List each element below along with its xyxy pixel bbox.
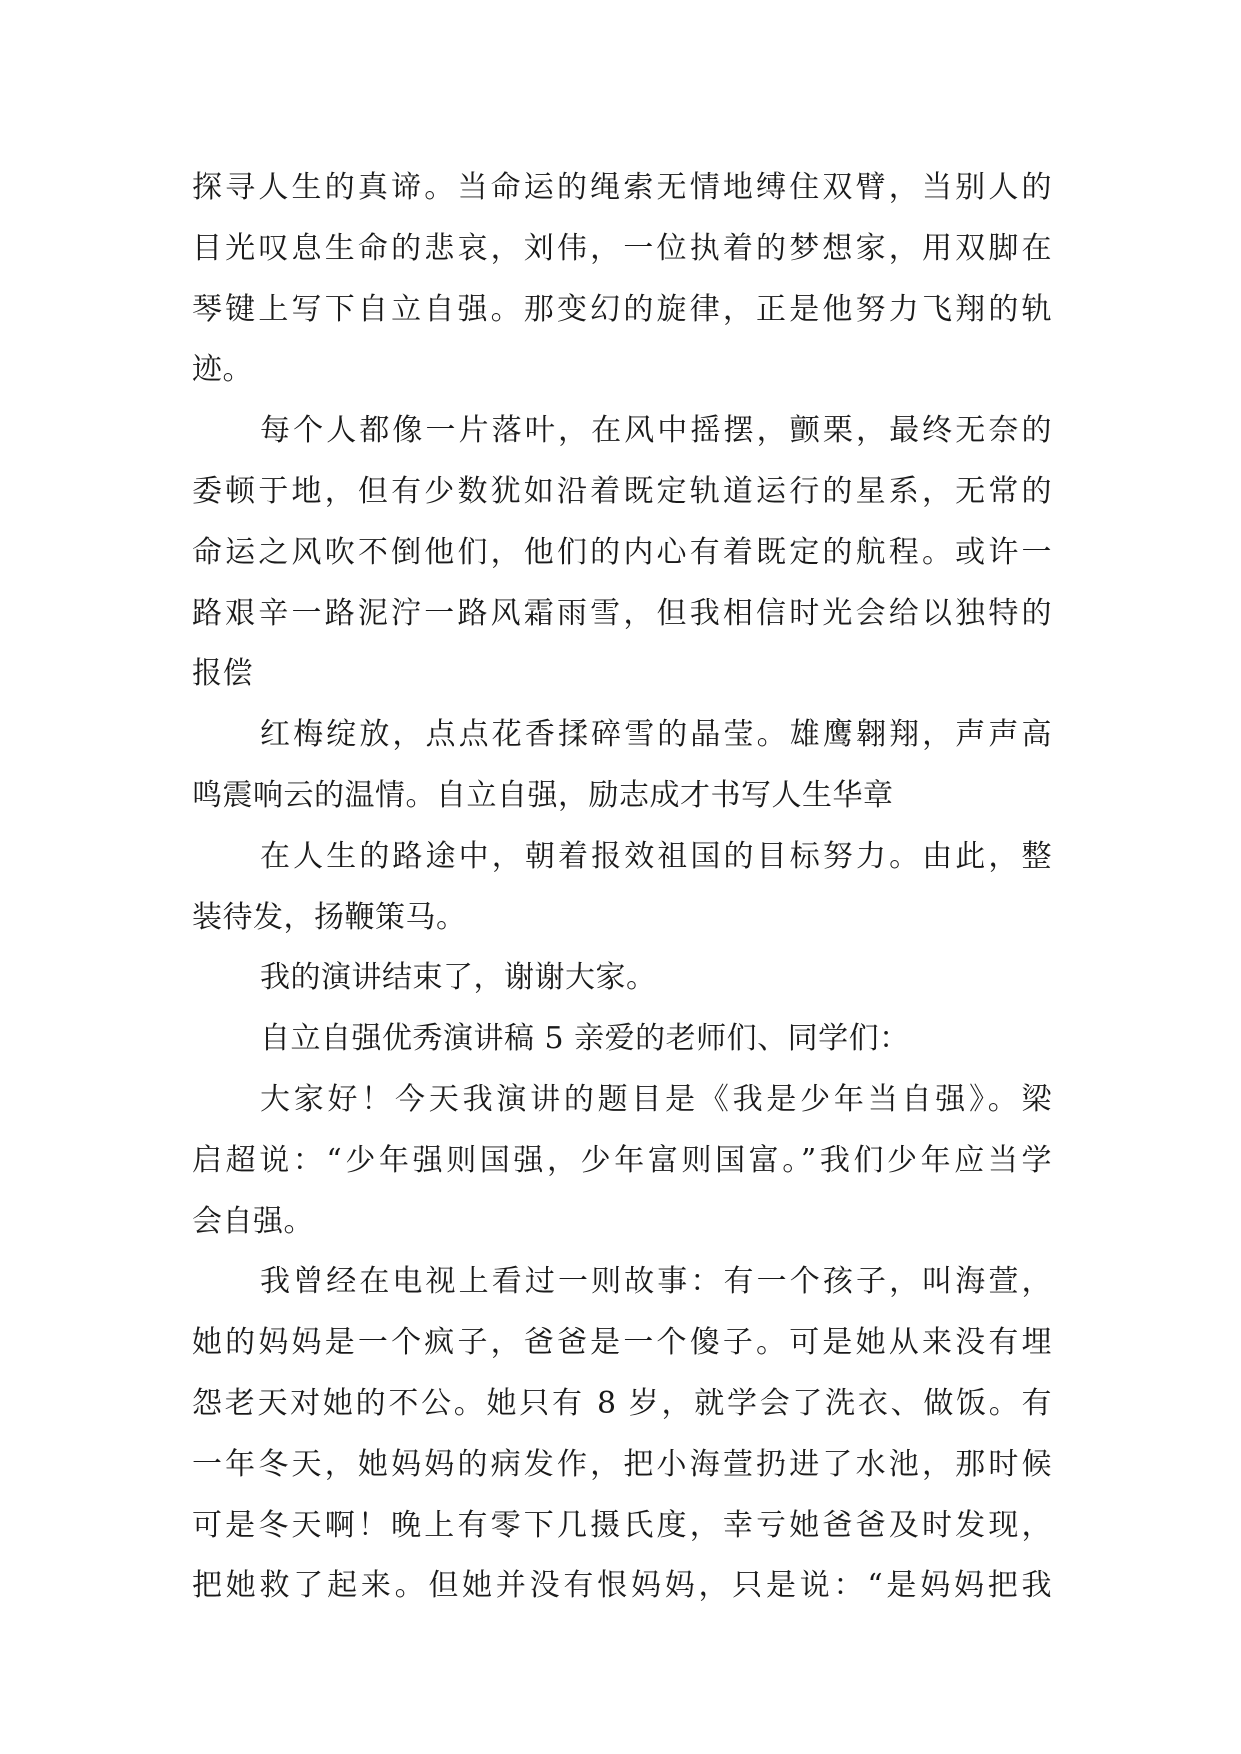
text-line: 鸣震响云的温情。自立自强，励志成才书写人生华章 (192, 777, 894, 813)
text-line: 怨老天对她的不公。她只有 8 岁，就学会了洗衣、做饭。有 (192, 1385, 1052, 1421)
text-line: 琴键上写下自立自强。那变幻的旋律，正是他努力飞翔的轨 (192, 291, 1052, 327)
text-line: 路艰辛一路泥泞一路风霜雨雪，但我相信时光会给以独特的 (192, 595, 1052, 631)
text-line: 我的演讲结束了，谢谢大家。 (260, 960, 657, 996)
text-line: 在人生的路途中，朝着报效祖国的目标努力。由此，整 (260, 838, 1052, 874)
text-line: 我曾经在电视上看过一则故事：有一个孩子，叫海萱， (260, 1264, 1052, 1300)
text-line: 迹。 (192, 352, 253, 388)
text-line: 命运之风吹不倒他们，他们的内心有着既定的航程。或许一 (192, 534, 1052, 570)
text-line: 启超说：“少年强则国强，少年富则国富。”我们少年应当学 (192, 1142, 1052, 1178)
text-line: 大家好！今天我演讲的题目是《我是少年当自强》。梁 (260, 1081, 1052, 1117)
text-line: 一年冬天，她妈妈的病发作，把小海萱扔进了水池，那时候 (192, 1446, 1052, 1482)
text-line: 把她救了起来。但她并没有恨妈妈，只是说：“是妈妈把我 (192, 1568, 1052, 1604)
text-line: 会自强。 (192, 1203, 314, 1239)
text-line: 可是冬天啊！晚上有零下几摄氏度，幸亏她爸爸及时发现， (192, 1507, 1052, 1543)
text-line: 报偿 (192, 656, 253, 692)
body-text (192, 158, 1052, 1617)
text-line: 每个人都像一片落叶，在风中摇摆，颤栗，最终无奈的 (260, 413, 1052, 449)
text-line: 目光叹息生命的悲哀，刘伟，一位执着的梦想家，用双脚在 (192, 230, 1052, 266)
text-line: 装待发，扬鞭策马。 (192, 899, 467, 935)
text-line: 自立自强优秀演讲稿 5 亲爱的老师们、同学们： (260, 1021, 910, 1057)
text-line: 红梅绽放，点点花香揉碎雪的晶莹。雄鹰翱翔，声声高 (260, 717, 1052, 753)
text-line: 她的妈妈是一个疯子，爸爸是一个傻子。可是她从来没有埋 (192, 1325, 1052, 1361)
text-line: 委顿于地，但有少数犹如沿着既定轨道运行的星系，无常的 (192, 473, 1052, 509)
text-line: 探寻人生的真谛。当命运的绳索无情地缚住双臂，当别人的 (192, 170, 1052, 205)
